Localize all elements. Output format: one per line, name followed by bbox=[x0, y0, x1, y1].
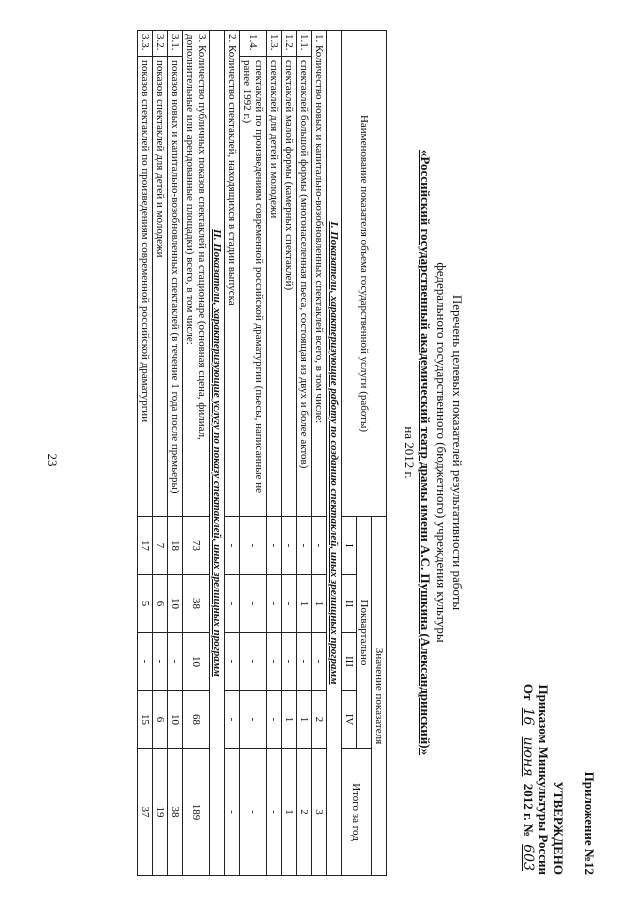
row-name: спектаклей по произведениям современной российской драматургии (пьесы, написанные не ранее 1992 г.) bbox=[240, 57, 267, 517]
table-row bbox=[312, 31, 327, 876]
table-row bbox=[153, 31, 168, 876]
table-row bbox=[267, 31, 282, 876]
value-q4: - bbox=[240, 691, 267, 749]
row-name: спектаклей большой формы (многонаселенная пьеса, состоящая из двух и более актов) bbox=[297, 57, 312, 517]
section-row bbox=[210, 31, 225, 876]
row-name: показов спектаклей для детей и молодежи bbox=[153, 57, 168, 517]
row-name bbox=[312, 31, 327, 517]
order-line: Приказом Минкультуры России bbox=[536, 684, 551, 875]
page-number: 23 bbox=[45, 453, 60, 467]
table-row bbox=[225, 31, 240, 876]
value-total: 3 bbox=[312, 749, 327, 876]
date-year: 2012 г. № bbox=[521, 783, 536, 838]
value-q4: 10 bbox=[168, 691, 183, 749]
row-code: 3.3. bbox=[138, 31, 153, 57]
col-header-q2: II bbox=[342, 575, 357, 633]
value-q2: 10 bbox=[168, 575, 183, 633]
value-q3: 10 bbox=[183, 633, 210, 691]
row-code: 1.4. bbox=[240, 31, 267, 57]
value-total: 19 bbox=[153, 749, 168, 876]
value-q3: - bbox=[138, 633, 153, 691]
value-q4: 1 bbox=[297, 691, 312, 749]
col-header-total: Итого за год bbox=[342, 749, 372, 876]
value-q1: 17 bbox=[138, 517, 153, 575]
row-code: 1. bbox=[313, 34, 325, 43]
row-code: 1.3. bbox=[267, 31, 282, 57]
row-name bbox=[183, 31, 210, 517]
appendix-label: Приложение №12 bbox=[582, 771, 597, 875]
table-body bbox=[138, 31, 342, 876]
value-q2: - bbox=[225, 575, 240, 633]
value-q3: - bbox=[267, 633, 282, 691]
value-q2: - bbox=[282, 575, 297, 633]
table-row bbox=[282, 31, 297, 876]
value-q3: - bbox=[153, 633, 168, 691]
table-row bbox=[240, 31, 267, 876]
value-q3: - bbox=[312, 633, 327, 691]
title-line-1: Перечень целевых показателей результативности работы bbox=[450, 294, 465, 611]
value-q1: 18 bbox=[168, 517, 183, 575]
value-total: - bbox=[240, 749, 267, 876]
value-q1: - bbox=[297, 517, 312, 575]
value-q3: - bbox=[297, 633, 312, 691]
value-q4: 1 bbox=[282, 691, 297, 749]
table-row bbox=[168, 31, 183, 876]
value-q3: - bbox=[225, 633, 240, 691]
date-month: июня bbox=[520, 736, 536, 777]
date-day: 16 bbox=[520, 707, 536, 726]
row-code: 1.2. bbox=[282, 31, 297, 57]
table-row bbox=[183, 31, 210, 876]
value-q4: - bbox=[225, 691, 240, 749]
value-q4: 6 bbox=[153, 691, 168, 749]
value-q3: - bbox=[168, 633, 183, 691]
value-q1: - bbox=[240, 517, 267, 575]
title-line-2: федерального государственного (бюджетного) учреждения культуры bbox=[434, 262, 449, 643]
rotated-page bbox=[45, 30, 605, 875]
title-line-4: на 2012 г. bbox=[402, 426, 417, 479]
row-name: показов новых и капитально-возобновленных спектаклей (в течение 1 года после премьеры) bbox=[168, 57, 183, 517]
table-row bbox=[138, 31, 153, 876]
value-q1: - bbox=[312, 517, 327, 575]
value-q2: - bbox=[240, 575, 267, 633]
row-code: 2. bbox=[226, 34, 238, 43]
value-total: - bbox=[225, 749, 240, 876]
col-header-name: Наименование показателя объема государственной услуги (работы) bbox=[342, 31, 387, 517]
col-header-quarterly: Поквартально bbox=[357, 517, 372, 749]
col-header-q4: IV bbox=[342, 691, 357, 749]
value-q4: 2 bbox=[312, 691, 327, 749]
order-number: 603 bbox=[520, 844, 536, 871]
value-total: 37 bbox=[138, 749, 153, 876]
value-q4: 15 bbox=[138, 691, 153, 749]
value-q1: - bbox=[267, 517, 282, 575]
order-date-line bbox=[520, 684, 536, 875]
value-q1: 73 bbox=[183, 517, 210, 575]
row-name bbox=[225, 31, 240, 517]
row-name: показов спектаклей по произведениям современной российской драматургии bbox=[138, 57, 153, 517]
value-total: 1 bbox=[282, 749, 297, 876]
col-header-q1: I bbox=[342, 517, 357, 575]
section-row bbox=[327, 31, 342, 876]
row-code: 3. bbox=[196, 34, 208, 43]
value-total: 189 bbox=[183, 749, 210, 876]
value-q2: - bbox=[267, 575, 282, 633]
value-q2: 38 bbox=[183, 575, 210, 633]
value-q3: - bbox=[282, 633, 297, 691]
section-title: I. Показатели, характеризующие работу по созданию спектаклей, иных зрелищных программ bbox=[327, 31, 342, 876]
row-name-text: Количество новых и капитально-возобновленных спектаклей всего, в том числе: bbox=[313, 45, 325, 424]
value-q1: - bbox=[282, 517, 297, 575]
value-q2: 1 bbox=[297, 575, 312, 633]
value-total: 38 bbox=[168, 749, 183, 876]
row-name: спектаклей для детей и молодежи bbox=[267, 57, 282, 517]
value-q1: - bbox=[225, 517, 240, 575]
row-code: 1.1. bbox=[297, 31, 312, 57]
row-name-text: Количество спектаклей, находящихся в стадии выпуска bbox=[226, 45, 238, 306]
approved-label: УТВЕРЖДЕНО bbox=[551, 781, 566, 875]
value-q1: 7 bbox=[153, 517, 168, 575]
value-total: 2 bbox=[297, 749, 312, 876]
value-q2: 5 bbox=[138, 575, 153, 633]
row-code: 3.1. bbox=[168, 31, 183, 57]
value-q2: 6 bbox=[153, 575, 168, 633]
row-name: спектаклей малой формы (камерных спектаклей) bbox=[282, 57, 297, 517]
section-title: II. Показатели, характеризующие услугу по показу спектаклей, иных зрелищных программ bbox=[210, 31, 225, 876]
date-prefix: От bbox=[521, 683, 536, 701]
value-q4: 68 bbox=[183, 691, 210, 749]
row-code: 3.2. bbox=[153, 31, 168, 57]
row-name-text: Количество публичных показов спектаклей на стационаре (основная сцена, филиал, дополнительные или арендованные площадки) всего, в том числе: bbox=[184, 34, 208, 440]
document-title bbox=[401, 30, 465, 875]
approval-block bbox=[520, 684, 597, 875]
title-line-3: «Российский государственный академический театр драмы имени А.С. Пушкина (Александринский)» bbox=[418, 149, 433, 756]
col-header-q3: III bbox=[342, 633, 357, 691]
value-q2: 1 bbox=[312, 575, 327, 633]
indicators-table bbox=[137, 30, 387, 876]
col-header-values: Значение показателя bbox=[372, 517, 387, 876]
value-q4: - bbox=[267, 691, 282, 749]
table-row bbox=[297, 31, 312, 876]
value-q3: - bbox=[240, 633, 267, 691]
value-total: - bbox=[267, 749, 282, 876]
